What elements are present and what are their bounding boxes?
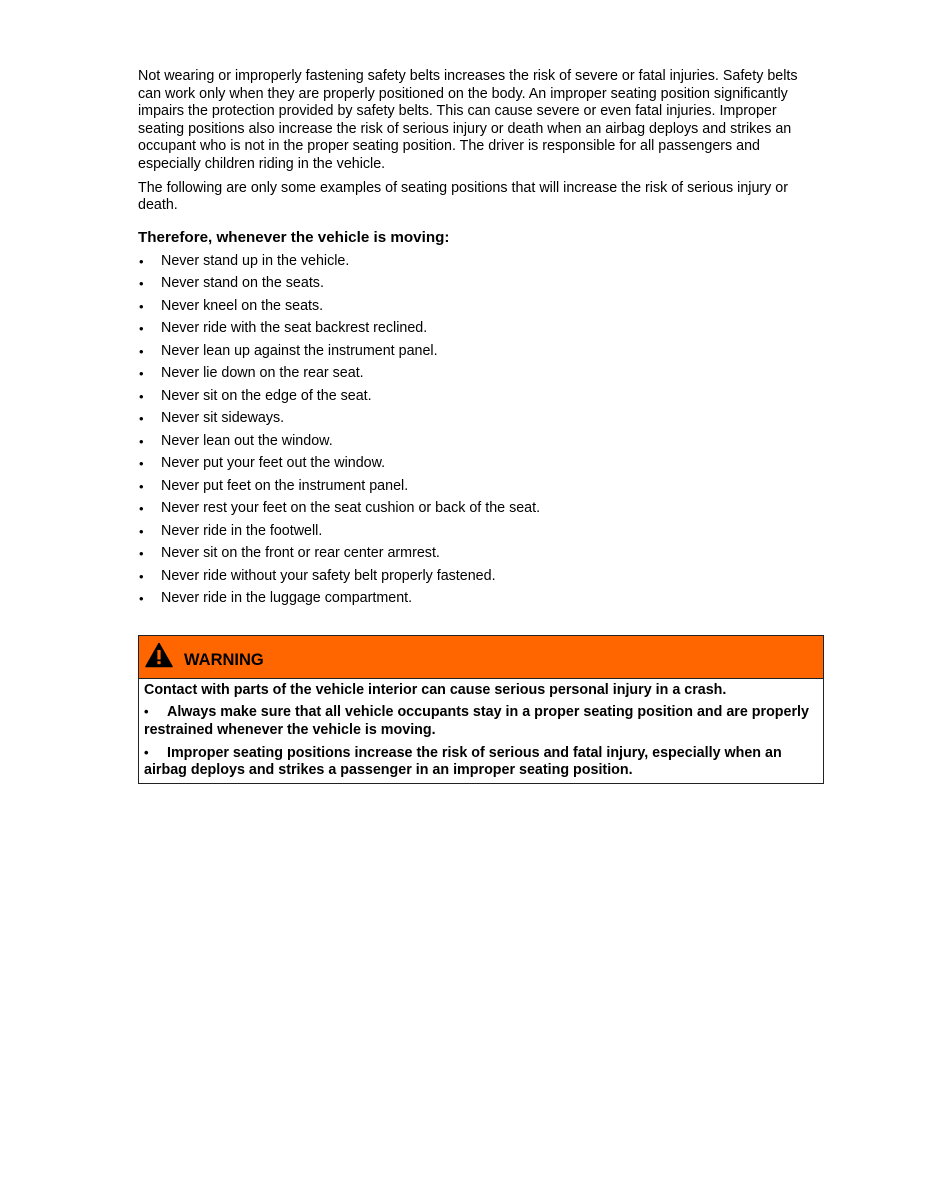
document-page [138, 68, 824, 784]
bullet-icon: • [139, 591, 144, 607]
bullet-icon: • [139, 253, 144, 269]
bullet-icon: • [139, 343, 144, 359]
warning-title: WARNING [184, 650, 264, 669]
intro-paragraph-2: The following are only some examples of seating positions that will increase the risk of serious injury or death. [138, 179, 789, 214]
bullet-icon: • [139, 568, 144, 584]
list-item-text: Never stand up in the vehicle. [161, 252, 350, 269]
list-item [138, 320, 824, 343]
bullet-icon: • [139, 501, 144, 517]
list-item [138, 253, 824, 276]
bullet-icon: • [139, 298, 144, 314]
intro-paragraph-1: Not wearing or improperly fastening safety belts increases the risk of severe or fatal injuries. Safety belts can work only when they are properly positioned on the body. An improper seating position significantly impairs the protection provided by safety belts. This can cause severe or even fatal injuries. Improper seating positions also increase the risk of serious injury or death when an airbag deploys and strikes an occupant who is not in the proper seating position. The driver is responsible for all passengers and especially children riding in the vehicle. [138, 68, 798, 172]
list-item-text: Never stand on the seats. [161, 275, 324, 292]
seating-rules-list [138, 253, 824, 613]
list-item-text: Never sit sideways. [161, 410, 285, 427]
bullet-icon: • [139, 388, 144, 404]
bullet-icon: • [139, 456, 144, 472]
list-item [138, 455, 824, 478]
list-item [138, 298, 824, 321]
warning-point [144, 703, 818, 739]
bullet-icon: • [139, 433, 144, 449]
warning-point-text: Improper seating positions increase the risk of serious and fatal injury, especially when an airbag deploys and strikes a passenger in an improper seating position. [144, 744, 782, 779]
warning-triangle-icon [145, 642, 173, 668]
list-item [138, 388, 824, 411]
bullet-icon: • [139, 366, 144, 382]
list-item-text: Never ride in the footwell. [161, 522, 323, 539]
warning-lead: Contact with parts of the vehicle interior can cause serious personal injury in a crash. [144, 681, 727, 698]
warning-header [139, 636, 823, 679]
list-item [138, 523, 824, 546]
bullet-icon: • [139, 321, 144, 337]
list-item [138, 365, 824, 388]
list-item [138, 275, 824, 298]
warning-box [138, 635, 824, 784]
list-item-text: Never ride in the luggage compartment. [161, 590, 413, 607]
bullet-icon: • [144, 704, 149, 720]
list-item-text: Never lean out the window. [161, 432, 333, 449]
list-item-text: Never kneel on the seats. [161, 297, 324, 314]
bullet-icon: • [139, 546, 144, 562]
list-item-text: Never rest your feet on the seat cushion or back of the seat. [161, 500, 541, 517]
list-item [138, 343, 824, 366]
bullet-icon: • [144, 744, 149, 760]
list-item [138, 478, 824, 501]
bullet-icon: • [139, 478, 144, 494]
list-item [138, 500, 824, 523]
list-item [138, 410, 824, 433]
warning-point-text: Always make sure that all vehicle occupants stay in a proper seating position and are properly restrained whenever the vehicle is moving. [144, 704, 809, 738]
section-subheading: Therefore, whenever the vehicle is moving: [138, 228, 450, 246]
list-item-text: Never lean up against the instrument panel. [161, 342, 438, 359]
list-item-text: Never lie down on the rear seat. [161, 365, 364, 382]
warning-body [139, 679, 823, 783]
warning-point [144, 744, 818, 780]
bullet-icon: • [139, 411, 144, 427]
list-item [138, 568, 824, 591]
list-item-text: Never sit on the edge of the seat. [161, 387, 372, 404]
bullet-icon: • [139, 523, 144, 539]
bullet-icon: • [139, 276, 144, 292]
list-item [138, 590, 824, 613]
list-item [138, 433, 824, 456]
list-item-text: Never ride with the seat backrest reclined. [161, 320, 428, 337]
list-item [138, 545, 824, 568]
list-item-text: Never sit on the front or rear center armrest. [161, 545, 440, 562]
list-item-text: Never put feet on the instrument panel. [161, 477, 409, 494]
list-item-text: Never put your feet out the window. [161, 455, 386, 472]
list-item-text: Never ride without your safety belt properly fastened. [161, 567, 496, 584]
